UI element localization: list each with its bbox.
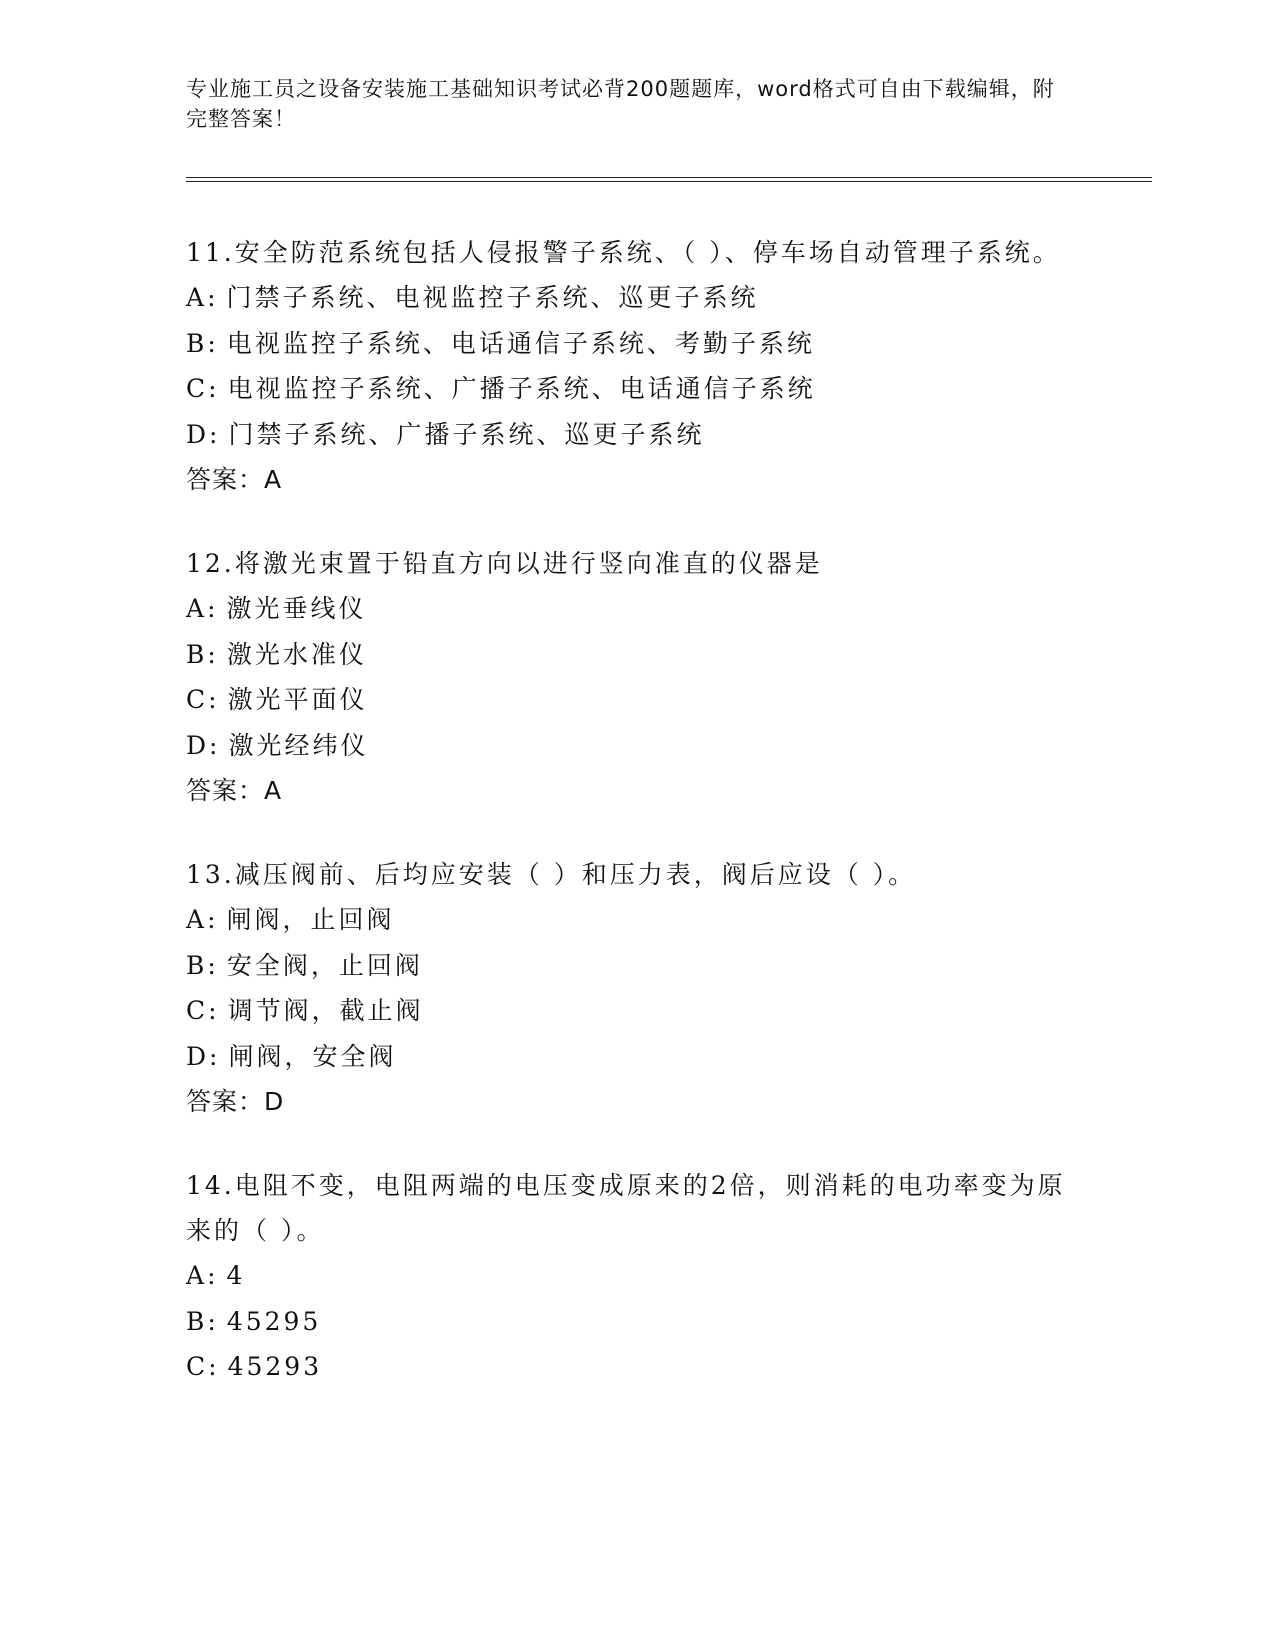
option-letter: A bbox=[186, 594, 208, 623]
option-text: 激光水准仪 bbox=[226, 639, 367, 669]
option-letter: B bbox=[186, 950, 208, 980]
option-a: A: 闸阀，止回阀 bbox=[186, 905, 395, 934]
option-text: 45293 bbox=[227, 1352, 323, 1381]
option-c: C: 调节阀，截止阀 bbox=[186, 996, 424, 1025]
option-letter: A bbox=[186, 1261, 208, 1290]
question-text: 11.安全防范系统包括人侵报警子系统、（ ）、停车场自动管理子系统。 bbox=[186, 238, 1061, 267]
option-text: 4 bbox=[226, 1261, 246, 1290]
option-b: B: 激光水准仪 bbox=[186, 639, 367, 669]
option-text: 电视监控子系统、广播子系统、电话通信子系统 bbox=[227, 374, 816, 403]
option-b: B: 安全阀，止回阀 bbox=[186, 950, 423, 980]
option-letter: C bbox=[186, 685, 209, 714]
option-letter: C bbox=[186, 374, 209, 403]
question-text: 12.将激光束置于铅直方向以进行竖向准直的仪器是 bbox=[186, 549, 823, 578]
option-letter: A bbox=[186, 283, 208, 312]
answer-label: 答案：A bbox=[186, 465, 283, 494]
question-11 bbox=[186, 230, 1086, 502]
option-text: 激光经纬仪 bbox=[228, 730, 369, 760]
option-text: 门禁子系统、广播子系统、巡更子系统 bbox=[228, 419, 705, 449]
option-text: 激光垂线仪 bbox=[226, 594, 367, 623]
option-letter: B bbox=[186, 328, 208, 358]
option-a: A: 4 bbox=[186, 1261, 246, 1290]
option-letter: B bbox=[186, 639, 208, 669]
header-rule-bottom bbox=[186, 181, 1152, 182]
option-letter: C bbox=[186, 1352, 209, 1381]
option-text: 45295 bbox=[226, 1306, 322, 1336]
option-d: D: 门禁子系统、广播子系统、巡更子系统 bbox=[186, 419, 705, 449]
answer-label: 答案：D bbox=[186, 1087, 285, 1116]
answer-label: 答案：A bbox=[186, 776, 283, 805]
option-a: A: 门禁子系统、电视监控子系统、巡更子系统 bbox=[186, 283, 759, 312]
option-text: 闸阀，止回阀 bbox=[226, 905, 395, 934]
option-letter: C bbox=[186, 996, 209, 1025]
header-title: 专业施工员之设备安装施工基础知识考试必背200题题库，word格式可自由下载编辑，附完整答案！ bbox=[186, 77, 1055, 131]
option-c: C: 45293 bbox=[186, 1352, 323, 1381]
option-letter: D bbox=[186, 1041, 210, 1071]
option-letter: B bbox=[186, 1306, 208, 1336]
option-b: B: 45295 bbox=[186, 1306, 322, 1336]
option-letter: A bbox=[186, 905, 208, 934]
option-c: C: 激光平面仪 bbox=[186, 685, 368, 714]
question-13 bbox=[186, 852, 1086, 1124]
option-a: A: 激光垂线仪 bbox=[186, 594, 367, 623]
header-rule-top bbox=[186, 177, 1152, 178]
option-text: 门禁子系统、电视监控子系统、巡更子系统 bbox=[226, 283, 759, 312]
option-d: D: 激光经纬仪 bbox=[186, 730, 369, 760]
option-text: 安全阀，止回阀 bbox=[226, 950, 423, 980]
option-letter: D bbox=[186, 419, 210, 449]
option-letter: D bbox=[186, 730, 210, 760]
document-header bbox=[186, 74, 1066, 134]
question-text: 13.减压阀前、后均应安装（ ）和压力表，阀后应设（ ）。 bbox=[186, 860, 917, 889]
question-14 bbox=[186, 1163, 1086, 1390]
question-12 bbox=[186, 541, 1086, 813]
option-text: 闸阀，安全阀 bbox=[228, 1041, 397, 1071]
option-text: 电视监控子系统、电话通信子系统、考勤子系统 bbox=[226, 328, 815, 358]
option-c: C: 电视监控子系统、广播子系统、电话通信子系统 bbox=[186, 374, 816, 403]
option-b: B: 电视监控子系统、电话通信子系统、考勤子系统 bbox=[186, 328, 815, 358]
option-d: D: 闸阀，安全阀 bbox=[186, 1041, 397, 1071]
option-text: 调节阀，截止阀 bbox=[227, 996, 424, 1025]
question-text: 14.电阻不变，电阻两端的电压变成原来的2倍，则消耗的电功率变为原来的（ ）。 bbox=[186, 1171, 1066, 1245]
question-list bbox=[186, 230, 1086, 1429]
option-text: 激光平面仪 bbox=[227, 685, 368, 714]
